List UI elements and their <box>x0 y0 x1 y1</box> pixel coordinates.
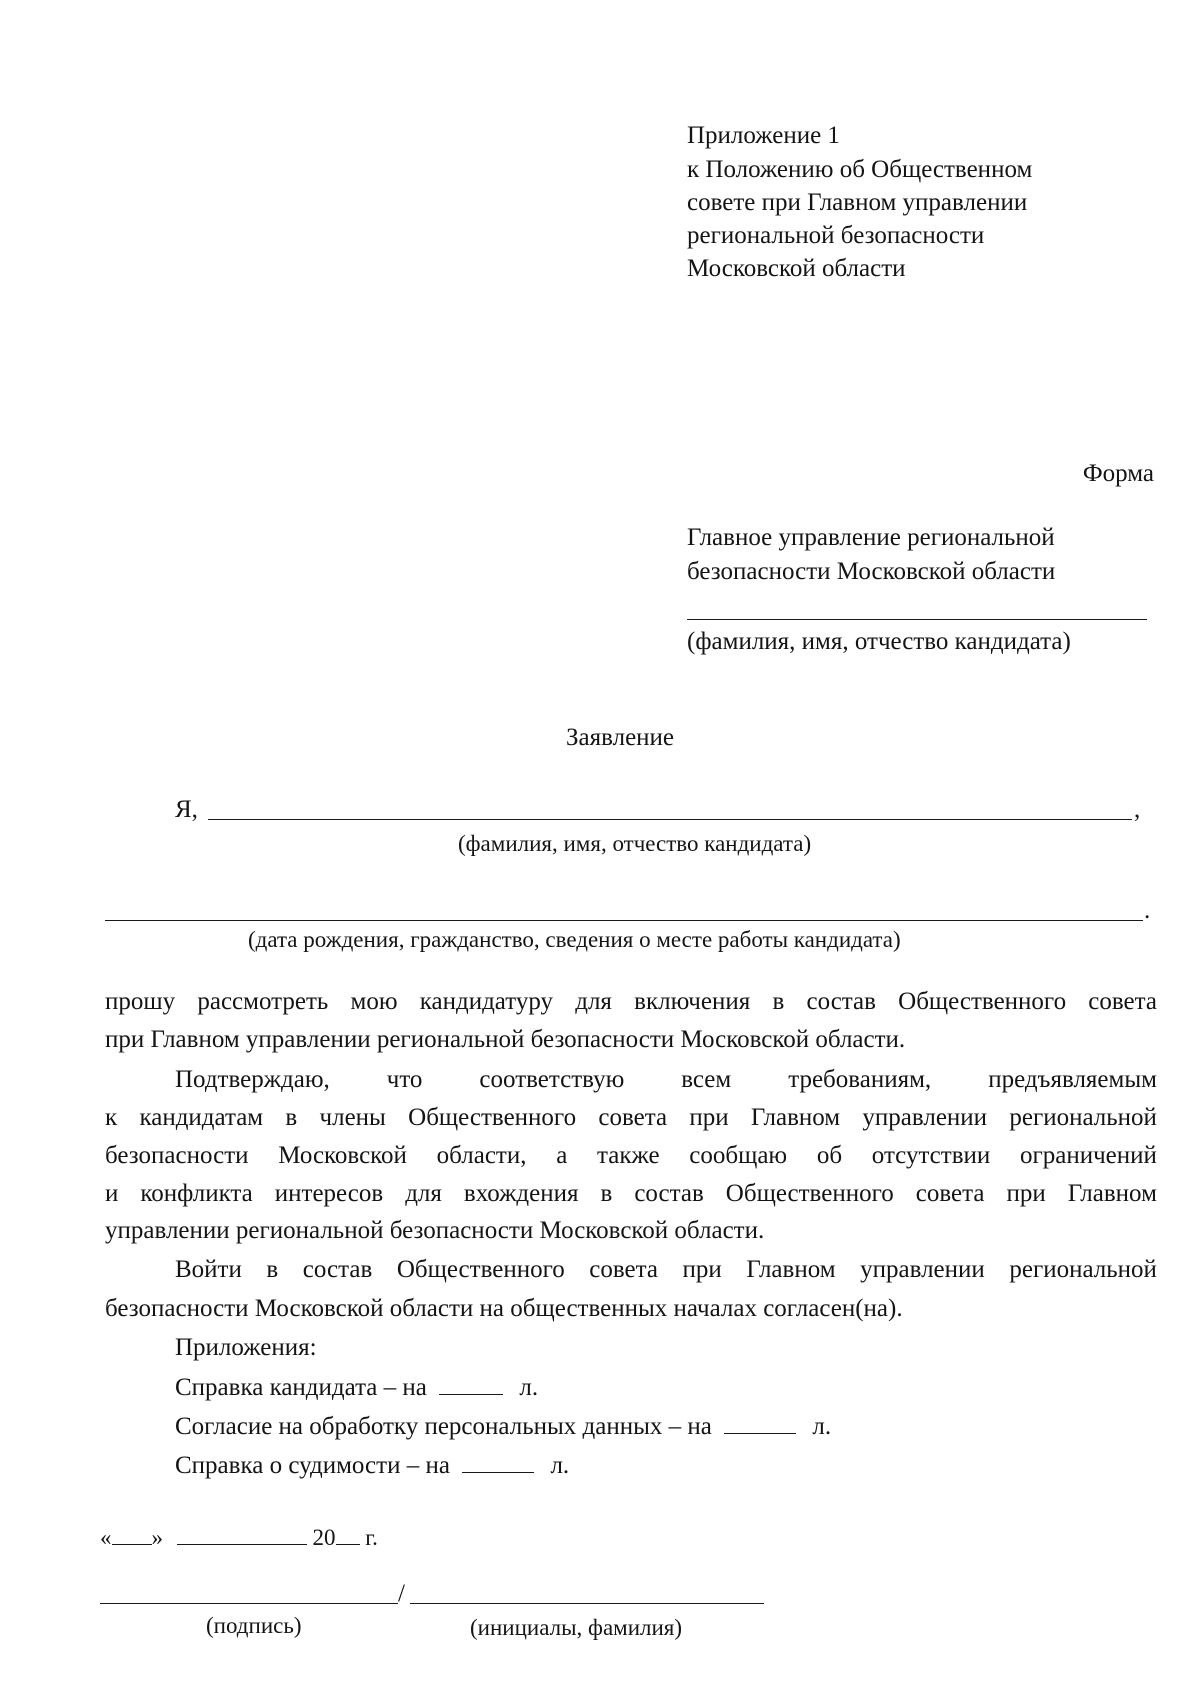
word: соответствую <box>479 1066 625 1093</box>
signature-field-line[interactable] <box>100 1603 398 1604</box>
word: Подтверждаю, <box>175 1066 330 1093</box>
word: включения <box>634 988 751 1015</box>
attachment-item-3 <box>175 1450 569 1482</box>
word: безопасности <box>105 1142 249 1169</box>
date-year-field[interactable] <box>336 1522 360 1545</box>
signature-separator: / <box>398 1580 405 1607</box>
word: к <box>105 1104 118 1131</box>
signature-caption: (подпись) <box>206 1613 302 1638</box>
word: в <box>285 1104 298 1131</box>
addressee-line-1: Главное управление региональной <box>687 524 1055 551</box>
word: Общественного <box>898 988 1067 1015</box>
applicant-details-caption: (дата рождения, гражданство, сведения о месте работы кандидата) <box>248 927 901 952</box>
document-title: Заявление <box>566 724 675 751</box>
applicant-details-suffix: . <box>1144 897 1151 924</box>
word: отсутствии <box>871 1142 991 1169</box>
word: совета <box>915 1180 985 1207</box>
applicant-name-caption: (фамилия, имя, отчество кандидата) <box>458 831 812 856</box>
header-line-4: региональной безопасности <box>687 222 985 249</box>
word: в <box>600 1180 613 1207</box>
word: Общественного <box>725 1180 894 1207</box>
word: члены <box>319 1104 386 1131</box>
word: при <box>682 1256 722 1283</box>
word: конфликта <box>140 1180 253 1207</box>
word: Московской <box>278 1142 407 1169</box>
word: Общественного <box>408 1104 577 1131</box>
word: состав <box>302 1256 373 1283</box>
header-line-3: совете при Главном управлении <box>687 189 1028 216</box>
header-line-1: Приложение 1 <box>687 122 840 149</box>
word: вхождения <box>463 1180 579 1207</box>
word: в <box>772 988 785 1015</box>
applicant-name-field-line[interactable] <box>208 819 1132 820</box>
word: региональной <box>1009 1256 1157 1283</box>
attachments-heading: Приложения: <box>175 1334 317 1361</box>
word: при <box>1006 1180 1046 1207</box>
word: мою <box>350 988 398 1015</box>
word: региональной <box>1009 1104 1157 1131</box>
word: что <box>386 1066 423 1093</box>
word: всем <box>681 1066 732 1093</box>
word: и <box>105 1180 119 1207</box>
date-close-quote: » <box>151 1525 163 1550</box>
applicant-suffix: , <box>1134 796 1141 823</box>
word: для <box>575 988 612 1015</box>
word: требованиям, <box>788 1066 932 1093</box>
word: кандидатуру <box>419 988 554 1015</box>
form-label: Форма <box>1082 460 1154 487</box>
paragraph-1-line-1 <box>105 985 1157 1019</box>
word: сообщаю <box>689 1142 788 1169</box>
attachment-item-2-unit: л. <box>812 1413 832 1440</box>
attachment-item-3-pages-field[interactable] <box>462 1450 534 1473</box>
word: состав <box>634 1180 704 1207</box>
paragraph-2-line-3 <box>105 1139 1157 1173</box>
paragraph-3-line-1 <box>175 1253 1157 1287</box>
paragraph-2-line-5: управлении региональной безопасности Московской области. <box>105 1217 765 1244</box>
header-line-5: Московской области <box>687 255 906 282</box>
word: также <box>597 1142 660 1169</box>
word: при <box>689 1104 729 1131</box>
paragraph-1-line-2: при Главном управлении региональной безопасности Московской области. <box>105 1026 906 1053</box>
date-year-suffix: г. <box>365 1525 378 1550</box>
word: совета <box>598 1104 668 1131</box>
initials-surname-caption: (инициалы, фамилия) <box>470 1615 683 1640</box>
word: области, <box>436 1142 527 1169</box>
word: Войти <box>175 1256 242 1283</box>
paragraph-2-line-2 <box>105 1101 1157 1135</box>
date-month-field[interactable] <box>177 1522 307 1545</box>
word: рассмотреть <box>197 988 329 1015</box>
word: ограничений <box>1019 1142 1157 1169</box>
word: Главном <box>746 1256 836 1283</box>
addressee-caption: (фамилия, имя, отчество кандидата) <box>687 628 1071 655</box>
attachment-item-2-label: Согласие на обработку персональных данных – на <box>175 1413 712 1440</box>
word: состав <box>806 988 876 1015</box>
attachment-item-3-label: Справка о судимости – на <box>175 1452 450 1479</box>
date-day-field[interactable] <box>112 1522 152 1545</box>
date-open-quote: « <box>100 1525 112 1550</box>
applicant-details-field-line[interactable] <box>105 920 1143 921</box>
word: Главном <box>1067 1180 1157 1207</box>
candidate-name-field-line[interactable] <box>687 619 1147 620</box>
word: Главном <box>750 1104 841 1131</box>
attachment-item-1-pages-field[interactable] <box>439 1372 503 1395</box>
date-year-prefix: 20 <box>312 1525 336 1550</box>
word: предъявляемым <box>988 1066 1157 1093</box>
applicant-prefix: Я, <box>175 796 198 823</box>
word: для <box>405 1180 442 1207</box>
word: совета <box>1088 988 1157 1015</box>
attachment-item-2 <box>175 1411 831 1443</box>
word: прошу <box>105 988 176 1015</box>
date-line <box>100 1522 378 1554</box>
attachment-item-1-unit: л. <box>519 1374 539 1401</box>
word: Общественного <box>396 1256 565 1283</box>
attachment-item-3-unit: л. <box>550 1452 570 1479</box>
initials-surname-field-line[interactable] <box>410 1603 764 1604</box>
paragraph-2-line-4 <box>105 1177 1157 1211</box>
addressee-line-2: безопасности Московской области <box>687 558 1056 585</box>
word: управлении <box>860 1256 985 1283</box>
word: интересов <box>274 1180 384 1207</box>
attachment-item-1-label: Справка кандидата – на <box>175 1374 427 1401</box>
attachment-item-2-pages-field[interactable] <box>724 1411 796 1434</box>
attachment-item-1 <box>175 1372 538 1404</box>
word: управлении <box>862 1104 988 1131</box>
word: совета <box>589 1256 658 1283</box>
word: в <box>266 1256 279 1283</box>
word: а <box>556 1142 568 1169</box>
header-line-2: к Положению об Общественном <box>687 156 1033 183</box>
word: об <box>816 1142 843 1169</box>
paragraph-2-line-1 <box>175 1063 1157 1097</box>
paragraph-3-line-2: безопасности Московской области на общественных началах согласен(на). <box>105 1295 903 1322</box>
word: кандидатам <box>139 1104 264 1131</box>
